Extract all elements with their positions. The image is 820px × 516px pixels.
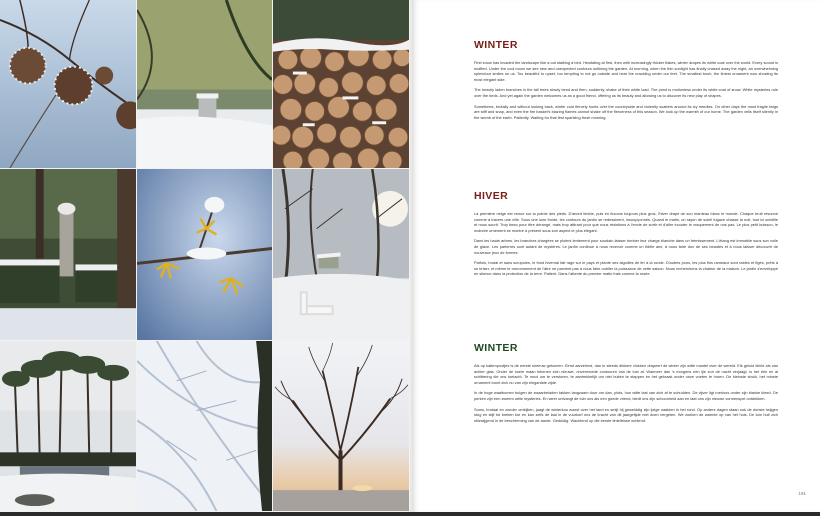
- photo-snowy-garden-chair: [273, 169, 410, 341]
- paragraph: First snow has invaded the landscape like a cat stalking a bird. Hesitating at first, then with increasingly thicker flakes, winter drapes its white coat over the world. Every sound is muffled. Under the cool moon we see new and unexpected contours outlining the garden. At morning, when the thin sunlight has finally chased away the night, an overwhelming splendour smiles on us. Too beautiful to upset, too tempting to not go outside and hear the crackling under our feet. The smallest bush, the tiniest ornament now showing its most elegant side.: [474, 60, 778, 82]
- photo-tree-shadow-snow: [137, 341, 273, 512]
- paragraph: Sometimes, brutally and without looking back, winter cold fiercely hunts over the countryside and violently scatters around its icy needles. On other days the most fragile twigs are stiff and snap, and even the fire basket's blazing flames cannot shake off the fierceness of this season. We look up the warmth of our home. The garden veils itself silently in the womb of the earth. Patiently. Waiting for that first sparkling fresh morning.: [474, 103, 778, 120]
- photo-pine-trees-winter-pool: [0, 341, 137, 512]
- photo-bare-tree-sunset: [273, 341, 410, 512]
- photo-snow-covered-woodpile: [273, 0, 410, 169]
- paragraph: Soms, brutaal en zonder omkijken, jaagt de winterkou woest over het land en smijt hij gewelddig zijn ijzige naalden in het rond. Op andere dagen staan ook de dunste twijgen stug en stijf tot breken toe en kan zelfs de laai in de vuurkorf ons de kracht van dit jaargetijde niet doen vergeten. We zoeken de warmte op van het huis. De tuin hult zich stilzwijgend in de bescherming van de aarde. Geduldig. Wachtend op die eerste tintelfrisse ochtend.: [474, 406, 778, 423]
- section-english: [474, 39, 778, 125]
- paragraph: The heavily laden branches in the tall trees slowly bend and then, suddenly, shake of their white load. The pond is motionless under its white coat of snow. White mysteries rule over the beds. And yet again the garden welcomes us as a good friend, offering us its beauty and allowing us to discover its new play of shapes.: [474, 87, 778, 98]
- photo-snowy-garden-pedestal: [137, 0, 273, 169]
- section-title-dutch: WINTER: [474, 342, 518, 354]
- page-bottom-edge: [0, 512, 820, 516]
- page-number: 191: [798, 491, 806, 496]
- photo-grid: [0, 0, 410, 512]
- paragraph: In de hoge waaibomen buigen de zwaarbeladen takken langzaam door om dan, plots, hun witte last van zich af te schudden. De vijver ligt roerloos onder zijn blanke kleed. De perken zijn een zweem witte mysteries. En weer ontvangt de tuin ons als een goede vriend, biedt ons zijn schoonheid aan en laat ons zijn nieuwe vormenspel ontdekken.: [474, 390, 778, 401]
- paragraph: Dans les hauts arbres, les branches chargées se ploient lentement pour soudain laisser tomber leur charge blanche dans un frémissement. L'étang est immobile sous son voile de glace. Les parterres sont autant de mystères. Le jardin continue à nous recevoir comme un fidèle ami, à nous faire don de ses beautés et à nous laisser découvrir de nouveaux jeux de formes.: [474, 238, 778, 255]
- photo-witch-hazel-blossom: [137, 169, 273, 341]
- photo-frozen-seed-pods: [0, 0, 137, 169]
- paragraph: Als op kattenpootjes is de eerste sneeuw gekomen. Eerst aarzelend, dan in steeds dikkere vlokken drapeert de winter zijn witte mantel over de wereld. Elk geluid klinkt als van achter glas. Onder de koele maan tekenen zich nieuwe, onvermoede contouren van de tuin af. Wanneer dan 's morgens een ijle zon de nacht verjaagt, is het één en al schittering die ons toelacht. Te mooi om te verstoren, te aantrekkelijk om niet buiten te stappen en het gekraak onder onze voeten te horen. De kleinste struik, het minste ornament toont zich nu van zijn elegantste zijde.: [474, 363, 778, 385]
- paragraph: Parfois, brutal et sans scrupules, le froid hivernal fait rage sur le pays et plante ses aiguilles de fer à la ronde. D'autres jours, les plus fins rameaux sont raides et figés, prêts à se briser, et même le ronronnement de l'âtre ne parvient pas à nous faire oublier la puissance de cette saison. Nous recherchons la chaleur de la maison. Le jardin s'enveloppe en silence dans la protection de la terre. Patient. Dans l'attente du premier matin frais comme la rosée.: [474, 260, 778, 277]
- section-dutch: [474, 342, 778, 428]
- section-title-english: WINTER: [474, 39, 518, 51]
- paragraph: La première neige est venue sur la pointe des pieds. D'abord timide, puis en flocons toujours plus gros, l'hiver drape de son manteau blanc le monde. Chaque bruit résonne comme à travers une ville. Sous une lune froide, les contours du jardin se redessinent, insoupçonnés. Quand le matin, un rayon de soleil fugace chasse la nuit, tout ici scintille et nous sourit. Trop beau pour être dérangé, mais trop attirant pour que nous résistions à l'envie de sortir et d'aller écouter le craquement de nos pas. Le plus petit buisson, le moindre ornement se montre à présent sous son aspect le plus élégant.: [474, 211, 778, 233]
- section-title-french: HIVER: [474, 190, 509, 202]
- text-page: [412, 0, 820, 512]
- photo-snowy-statue-hedges: [0, 169, 137, 341]
- section-french: [474, 190, 778, 282]
